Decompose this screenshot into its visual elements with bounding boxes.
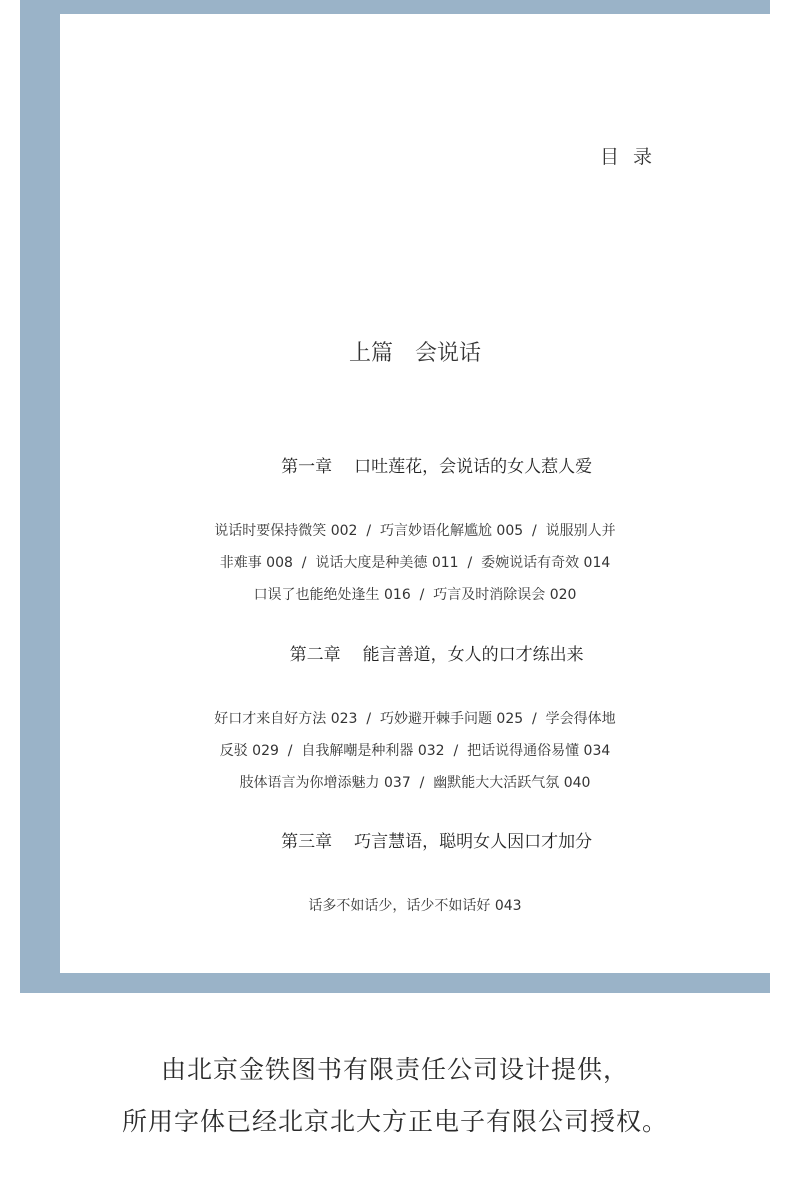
chapter-3: [60, 807, 770, 922]
part-title: 上篇 会说话: [348, 341, 481, 366]
entry-line: 说话时要保持微笑 002 / 巧言妙语化解尴尬 005 / 说服别人并: [214, 523, 616, 539]
chapter-number: 第三章: [281, 832, 333, 852]
chapter-entries: [60, 890, 770, 922]
chapter-entries: [60, 515, 770, 611]
credits-line: 所用字体已经北京北大方正电子有限公司授权。: [121, 1107, 668, 1136]
credits-notice: [0, 1044, 790, 1148]
entry-line: 口误了也能绝处逢生 016 / 巧言及时消除误会 020: [253, 587, 577, 603]
chapter-number: 第一章: [281, 457, 333, 477]
credits-line: 由北京金铁图书有限责任公司设计提供，: [160, 1055, 629, 1084]
chapter-heading: [60, 432, 770, 497]
toc-title: 目 录: [599, 146, 656, 168]
chapter-heading: [60, 620, 770, 685]
chapter-title: 能言善道，女人的口才练出来: [362, 645, 584, 665]
chapter-heading: [60, 807, 770, 872]
page-frame: [20, 0, 770, 993]
chapter-2: [60, 620, 770, 799]
entry-line: 好口才来自好方法 023 / 巧妙避开棘手问题 025 / 学会得体地: [214, 711, 616, 727]
entry-line: 反驳 029 / 自我解嘲是种利器 032 / 把话说得通俗易懂 034: [219, 743, 611, 759]
chapter-entries: [60, 703, 770, 799]
chapter-title: 巧言慧语，聪明女人因口才加分: [354, 832, 593, 852]
chapter-1: [60, 432, 770, 611]
entry-line: 话多不如话少，话少不如话好 043: [308, 898, 522, 914]
chapter-number: 第二章: [289, 645, 341, 665]
book-page: [60, 14, 770, 973]
entry-line: 肢体语言为你增添魅力 037 / 幽默能大大活跃气氛 040: [239, 775, 591, 791]
chapter-title: 口吐莲花，会说话的女人惹人爱: [354, 457, 593, 477]
entry-line: 非难事 008 / 说话大度是种美德 011 / 委婉说话有奇效 014: [219, 555, 611, 571]
